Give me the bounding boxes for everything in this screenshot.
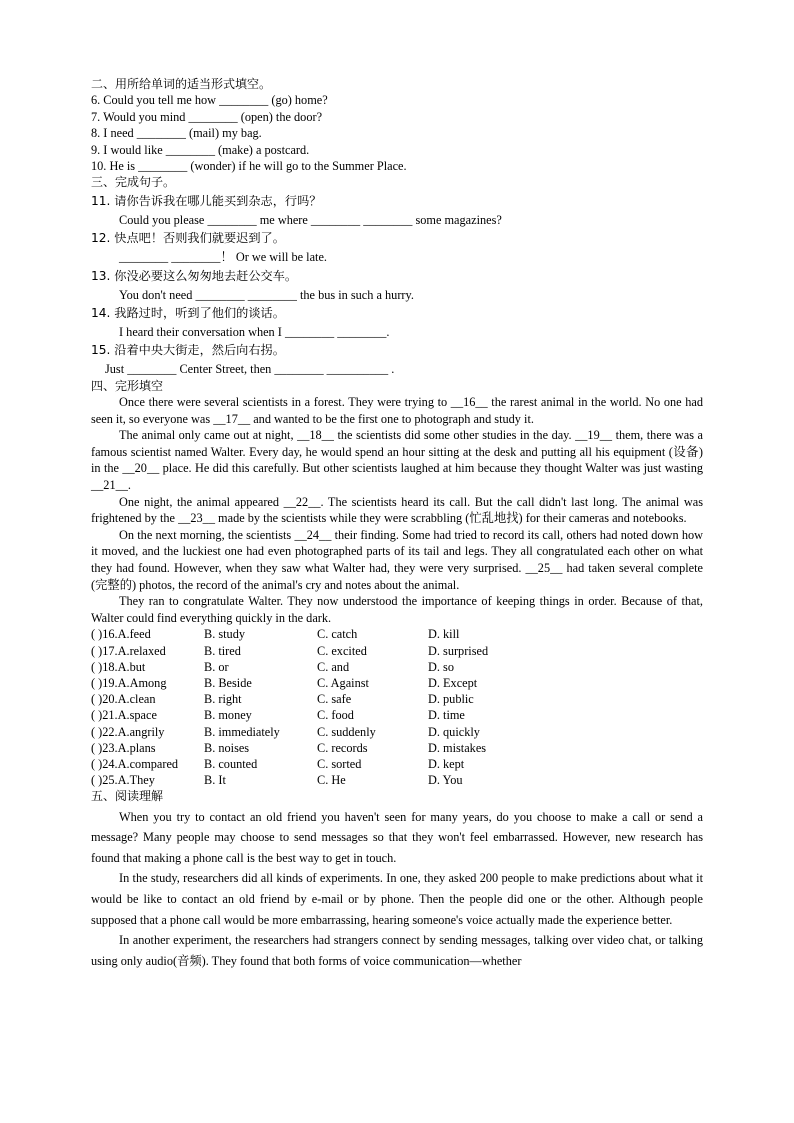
option-d: D. kill — [428, 627, 460, 642]
reading-passage — [91, 807, 703, 972]
sentence-11-cn: 11. 请你告诉我在哪儿能买到杂志，行吗？ — [91, 193, 322, 208]
option-row-23 — [91, 740, 703, 756]
cloze-paragraph: They ran to congratulate Walter. They now understood the importance of keeping things in order. Because of that, Walter could find everything quickly in the dark. — [91, 594, 703, 625]
option-b: B. counted — [204, 756, 258, 771]
cloze-passage — [91, 394, 703, 626]
option-a: ( )16.A.feed — [91, 627, 151, 642]
option-b: B. or — [204, 659, 229, 674]
cloze-paragraph: On the next morning, the scientists __24__ their finding. Some had tried to record its call, others had noted down how it moved, and the luckiest one had even photographed parts of its tail and legs. They all congratulated each other on what they had found. However, when they saw what Walter had, they were very surprised. __25__ had taken several complete (完整的) photos, the record of the animal's cry and notes about the animal. — [91, 527, 703, 592]
reading-paragraph: In the study, researchers did all kinds of experiments. In one, they asked 200 people to make predictions about what it would be like to contact an old friend by e-mail or by phone. Then the people did one or the other. Although people supposed that a phone call would be more embarrassing, hearing someone's voice actually made the experience better. — [91, 871, 703, 927]
cloze-options — [91, 626, 703, 788]
option-b: B. study — [204, 627, 245, 642]
option-d: D. surprised — [428, 643, 489, 658]
reading-paragraph: In another experiment, the researchers had strangers connect by sending messages, talking over video chat, or talking using only audio(音频). They found that both forms of voice communication—whether — [91, 933, 703, 968]
reading-paragraph: When you try to contact an old friend you haven't seen for many years, do you choose to make a call or send a message? Many people may choose to send messages so that they won't feel embarrassed. However, new research has found that making a phone call is the best way to get in touch. — [91, 809, 703, 865]
sentence-15-en: Just ________ Center Street, then ________ __________ . — [105, 362, 395, 377]
option-c: C. excited — [317, 643, 367, 658]
option-row-25 — [91, 772, 703, 788]
fill-item-10: 10. He is ________ (wonder) if he will go to the Summer Place. — [91, 158, 407, 173]
option-row-16 — [91, 626, 703, 642]
option-a: ( )24.A.compared — [91, 756, 179, 771]
section-5-title: 五、阅读理解 — [91, 789, 164, 804]
section-4-title: 四、完形填空 — [91, 378, 164, 393]
cloze-paragraph: One night, the animal appeared __22__. The scientists heard its call. But the call didn't last long. The animal was frightened by the __23__ made by the scientists while they were scrabbling (忙乱地找) for their cameras and notebooks. — [91, 494, 703, 526]
sentence-14-en: I heard their conversation when I ________ ________. — [119, 324, 390, 339]
option-c: C. sorted — [317, 756, 362, 771]
option-d: D. so — [428, 659, 454, 674]
option-b: B. right — [204, 692, 242, 707]
sentence-13-cn: 13. 你没必要这么匆匆地去赶公交车。 — [91, 268, 298, 283]
sentence-15-cn: 15. 沿着中央大街走，然后向右拐。 — [91, 343, 285, 358]
fill-item-9: 9. I would like ________ (make) a postcard. — [91, 142, 310, 157]
option-a: ( )20.A.clean — [91, 692, 156, 707]
option-c: C. safe — [317, 692, 352, 707]
option-d: D. Except — [428, 675, 478, 690]
sentence-13-en: You don't need ________ ________ the bus in such a hurry. — [119, 287, 414, 302]
fill-item-7: 7. Would you mind ________ (open) the door? — [91, 109, 323, 124]
option-b: B. immediately — [204, 724, 280, 739]
section-2-title: 二、用所给单词的适当形式填空。 — [91, 77, 272, 91]
option-c: C. suddenly — [317, 724, 376, 739]
fill-item-8: 8. I need ________ (mail) my bag. — [91, 126, 262, 141]
option-b: B. It — [204, 773, 226, 788]
cloze-paragraph: Once there were several scientists in a forest. They were trying to __16__ the rarest animal in the world. No one had seen it, so everyone was __17__ and wanted to be the first one to photograph and study it. — [91, 395, 703, 426]
option-row-21 — [91, 707, 703, 723]
option-a: ( )22.A.angrily — [91, 724, 165, 739]
option-a: ( )25.A.They — [91, 773, 155, 788]
option-a: ( )19.A.Among — [91, 675, 167, 690]
option-row-24 — [91, 756, 703, 772]
option-row-19 — [91, 675, 703, 691]
option-a: ( )23.A.plans — [91, 740, 156, 755]
option-b: B. money — [204, 708, 252, 723]
option-row-17 — [91, 643, 703, 659]
option-a: ( )17.A.relaxed — [91, 643, 166, 658]
worksheet-page — [91, 76, 703, 971]
option-row-22 — [91, 724, 703, 740]
option-row-18 — [91, 659, 703, 675]
option-d: D. You — [428, 773, 463, 788]
section-3-title: 三、完成句子。 — [91, 175, 176, 190]
option-c: C. records — [317, 740, 368, 755]
option-c: C. food — [317, 708, 354, 723]
option-d: D. time — [428, 708, 465, 723]
sentence-14-cn: 14. 我路过时，听到了他们的谈话。 — [91, 305, 285, 320]
option-d: D. kept — [428, 756, 465, 771]
fill-item-6: 6. Could you tell me how ________ (go) home? — [91, 93, 328, 108]
option-c: C. and — [317, 659, 350, 674]
sentence-11-en: Could you please ________ me where ________ ________ some magazines? — [119, 212, 502, 227]
option-c: C. Against — [317, 675, 369, 690]
option-row-20 — [91, 691, 703, 707]
sentence-12-en: ________ ________！ Or we will be late. — [119, 250, 327, 265]
option-a: ( )21.A.space — [91, 708, 157, 723]
option-b: B. tired — [204, 643, 241, 658]
option-d: D. mistakes — [428, 740, 487, 755]
option-c: C. catch — [317, 627, 358, 642]
cloze-paragraph: The animal only came out at night, __18__ the scientists did some other studies in the day. __19__ them, there was a famous scientist named Walter. Every day, he would spend an hour sitting at the desk and putting all his equipment (设备) in the __20__ place. He did this carefully. But other scientists laughed at him because they thought Walter was just wasting __21__. — [91, 428, 703, 493]
option-b: B. Beside — [204, 675, 252, 690]
sentence-12-cn: 12. 快点吧！否则我们就要迟到了。 — [91, 231, 285, 246]
option-d: D. quickly — [428, 724, 480, 739]
option-b: B. noises — [204, 740, 250, 755]
option-c: C. He — [317, 773, 346, 788]
option-d: D. public — [428, 692, 474, 707]
option-a: ( )18.A.but — [91, 659, 146, 674]
